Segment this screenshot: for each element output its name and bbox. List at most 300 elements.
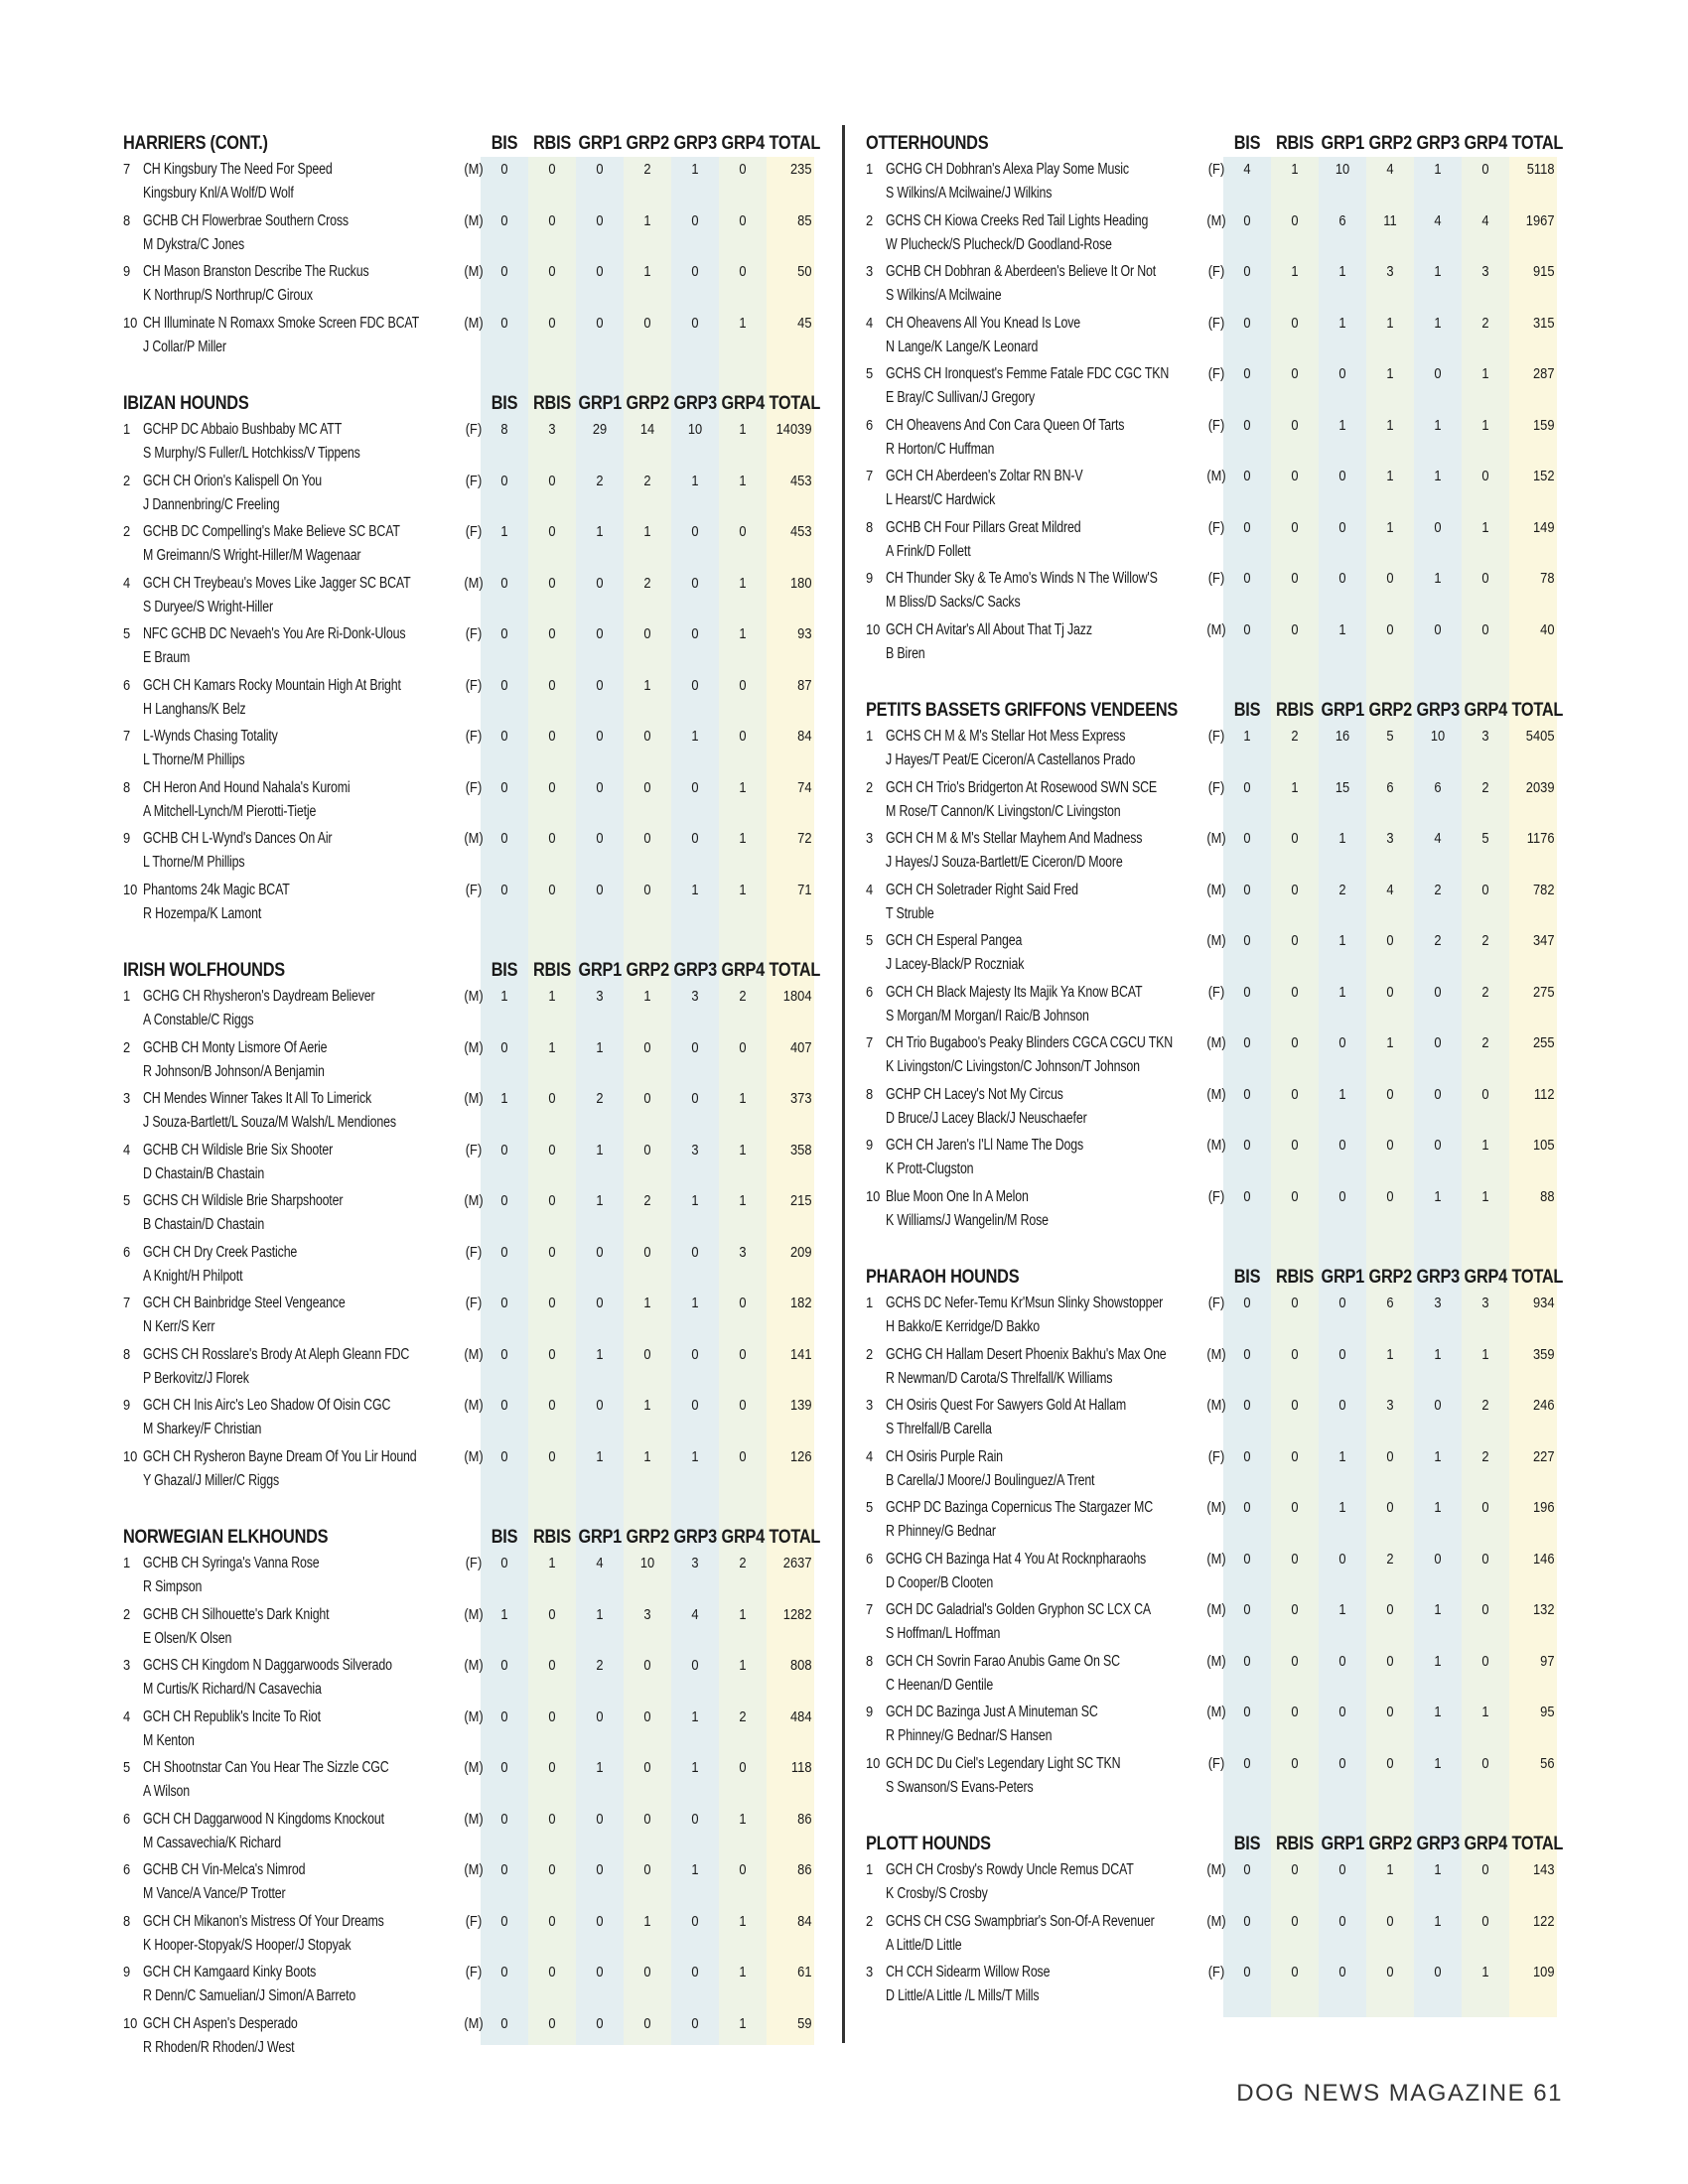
stat-total: 14039 — [775, 421, 812, 438]
stat-grp1: 0 — [1338, 1137, 1346, 1154]
sex-label: (M) — [1206, 620, 1226, 638]
stat-total: 126 — [789, 1447, 812, 1465]
stat-total: 78 — [1540, 570, 1555, 587]
stat-grp1: 0 — [1338, 1704, 1346, 1720]
stat-grp2: 2 — [1386, 1550, 1394, 1568]
dog-name: GCH CH Kamgaard Kinky Boots — [143, 1964, 317, 1980]
rank-number: 8 — [123, 1912, 131, 1930]
stat-grp2: 0 — [643, 830, 651, 847]
rank-number: 8 — [866, 518, 874, 536]
section-header — [121, 129, 856, 159]
stat-header-grp1: GRP1 — [578, 1527, 622, 1548]
stat-grp1: 1 — [1338, 1601, 1346, 1618]
section-header — [864, 1830, 1599, 1859]
stat-grp4: 2 — [1481, 983, 1489, 1001]
breed-title: HARRIERS (CONT.) — [123, 133, 268, 154]
ranking-row — [864, 1135, 1599, 1186]
stat-grp1: 0 — [596, 1397, 604, 1414]
stat-grp3: 0 — [1434, 620, 1442, 638]
stat-bis: 0 — [500, 472, 508, 489]
ranking-row — [121, 986, 856, 1037]
stat-grp3: 0 — [691, 1243, 699, 1261]
stat-rbis: 0 — [1291, 1137, 1299, 1154]
stat-grp4: 0 — [739, 211, 747, 229]
stat-grp1: 1 — [596, 1192, 604, 1209]
stat-grp3: 0 — [691, 1345, 699, 1363]
rank-number: 2 — [866, 211, 874, 229]
ranking-row — [121, 1706, 856, 1758]
stat-header-grp3: GRP3 — [1416, 1267, 1460, 1288]
stat-header-grp2: GRP2 — [626, 393, 669, 414]
owner-names: R Newman/D Carota/S Threlfall/K Williams — [886, 1369, 1113, 1387]
stat-total: 275 — [1532, 983, 1555, 1001]
stat-rbis: 0 — [1291, 211, 1299, 229]
ranking-row — [121, 1604, 856, 1656]
stat-rbis: 0 — [1291, 1601, 1299, 1618]
stat-grp2: 4 — [1386, 161, 1394, 178]
stat-header-grp1: GRP1 — [1321, 700, 1364, 721]
rank-number: 7 — [123, 1295, 131, 1311]
stat-total: 109 — [1532, 1964, 1555, 1980]
stat-total: 59 — [797, 2014, 812, 2032]
breed-section — [864, 1263, 1599, 1804]
stat-bis: 0 — [500, 1964, 508, 1980]
stat-grp2: 1 — [1386, 1034, 1394, 1051]
stat-rbis: 0 — [548, 161, 556, 178]
stat-grp1: 0 — [1338, 1912, 1346, 1930]
sex-label: (M) — [464, 1861, 484, 1878]
stat-grp4: 1 — [739, 574, 747, 592]
rank-number: 2 — [866, 1912, 874, 1930]
stat-grp4: 0 — [1481, 620, 1489, 638]
ranking-row — [864, 568, 1599, 619]
stat-header-rbis: RBIS — [1275, 133, 1315, 154]
sex-label: (F) — [1207, 778, 1225, 796]
stat-bis: 1 — [1243, 728, 1251, 745]
stat-bis: 0 — [1243, 211, 1251, 229]
stat-grp4: 0 — [1481, 881, 1489, 898]
stat-grp4: 1 — [739, 881, 747, 898]
stat-grp3: 0 — [1434, 983, 1442, 1001]
rank-number: 9 — [123, 1397, 131, 1414]
stat-grp2: 6 — [1386, 1295, 1394, 1311]
stat-header-grp3: GRP3 — [673, 960, 717, 981]
stat-bis: 0 — [500, 1555, 508, 1571]
breed-title: NORWEGIAN ELKHOUNDS — [123, 1527, 329, 1548]
stat-total: 40 — [1540, 620, 1555, 638]
page-footer: DOG NEWS MAGAZINE 61 — [1236, 2080, 1563, 2107]
stat-grp3: 0 — [691, 1090, 699, 1107]
ranking-row — [864, 880, 1599, 931]
breed-section — [864, 129, 1599, 670]
dog-name: GCH CH Rysheron Bayne Dream Of You Lir Hound — [143, 1447, 417, 1465]
ranking-row — [121, 1859, 856, 1911]
stat-grp2: 1 — [1386, 1861, 1394, 1878]
stat-grp2: 10 — [639, 1555, 655, 1571]
stat-bis: 0 — [500, 1295, 508, 1311]
stat-header-grp3: GRP3 — [673, 393, 717, 414]
rank-number: 5 — [866, 365, 874, 382]
sex-label: (F) — [465, 625, 483, 642]
dog-name: GCH CH Dry Creek Pastiche — [143, 1243, 298, 1261]
dog-name: GCH DC Du Ciel's Legendary Light SC TKN — [886, 1754, 1121, 1772]
rank-number: 10 — [123, 2014, 138, 2032]
dog-name: CH Mason Branston Describe The Ruckus — [143, 263, 369, 280]
stat-rbis: 1 — [548, 988, 556, 1005]
sex-label: (M) — [1206, 1652, 1226, 1670]
stat-grp2: 1 — [643, 1397, 651, 1414]
stat-rbis: 0 — [548, 1964, 556, 1980]
stat-bis: 0 — [500, 211, 508, 229]
sex-label: (M) — [1206, 1912, 1226, 1930]
owner-names: R Hozempa/K Lamont — [143, 904, 262, 922]
stat-rbis: 0 — [548, 1912, 556, 1930]
stat-grp1: 0 — [596, 2014, 604, 2032]
rank-number: 9 — [123, 263, 131, 280]
rank-number: 7 — [866, 1034, 874, 1051]
stat-grp1: 1 — [1338, 620, 1346, 638]
stat-grp2: 0 — [1386, 1137, 1394, 1154]
stat-grp2: 1 — [1386, 416, 1394, 434]
stat-rbis: 0 — [548, 830, 556, 847]
dog-name: GCHS CH Ironquest's Femme Fatale FDC CGC TKN — [886, 365, 1170, 382]
ranking-row — [121, 261, 856, 313]
stat-grp3: 3 — [691, 1555, 699, 1571]
owner-names: D Little/A Little /L Mills/T Mills — [886, 1987, 1040, 2004]
owner-names: M Sharkey/F Christian — [143, 1421, 262, 1437]
owner-names: K Hooper-Stopyak/S Hooper/J Stopyak — [143, 1936, 352, 1954]
stat-header-rbis: RBIS — [1275, 1267, 1315, 1288]
stat-rbis: 0 — [548, 1397, 556, 1414]
stat-grp1: 0 — [596, 161, 604, 178]
stat-bis: 1 — [500, 988, 508, 1005]
stat-grp2: 14 — [639, 421, 655, 438]
stat-bis: 0 — [1243, 1034, 1251, 1051]
stat-grp4: 0 — [1481, 1550, 1489, 1568]
dog-name: GCHS DC Nefer-Temu Kr'Msun Slinky Showstopper — [886, 1295, 1164, 1311]
sex-label: (M) — [1206, 881, 1226, 898]
stat-grp4: 3 — [1481, 1295, 1489, 1311]
stat-grp2: 0 — [643, 1038, 651, 1056]
stat-grp3: 2 — [1434, 932, 1442, 949]
stat-grp2: 1 — [643, 1912, 651, 1930]
stat-total: 2637 — [782, 1555, 812, 1571]
sex-label: (M) — [464, 263, 484, 280]
stat-bis: 0 — [500, 161, 508, 178]
rank-number: 9 — [123, 830, 131, 847]
stat-rbis: 0 — [1291, 983, 1299, 1001]
stat-grp1: 0 — [1338, 1034, 1346, 1051]
owner-names: W Plucheck/S Plucheck/D Goodland-Rose — [886, 235, 1112, 253]
stat-grp4: 1 — [739, 625, 747, 642]
stat-total: 149 — [1532, 518, 1555, 536]
rank-number: 4 — [866, 1447, 874, 1465]
stat-grp4: 1 — [739, 1912, 747, 1930]
rank-number: 6 — [866, 1550, 874, 1568]
stat-grp4: 1 — [1481, 1704, 1489, 1720]
ranking-row — [121, 828, 856, 880]
stat-bis: 0 — [500, 1141, 508, 1159]
stat-total: 182 — [789, 1295, 812, 1311]
stat-rbis: 0 — [1291, 468, 1299, 484]
stat-grp2: 2 — [643, 1192, 651, 1209]
stat-grp1: 2 — [596, 472, 604, 489]
sex-label: (M) — [1206, 1861, 1226, 1878]
stat-grp1: 0 — [596, 1861, 604, 1878]
stat-grp3: 4 — [1434, 830, 1442, 847]
sex-label: (M) — [1206, 830, 1226, 847]
rank-number: 9 — [866, 570, 874, 587]
stat-grp3: 1 — [691, 1861, 699, 1878]
stat-grp4: 1 — [739, 314, 747, 332]
stat-header-total: TOTAL — [769, 393, 821, 414]
stat-header-bis: BIS — [1233, 1834, 1261, 1854]
dog-name: GCH CH M & M's Stellar Mayhem And Madness — [886, 830, 1143, 847]
ranking-row — [864, 1753, 1599, 1805]
owner-names: R Horton/C Huffman — [886, 440, 995, 458]
section-header — [121, 1523, 856, 1553]
owner-names: M Rose/T Cannon/K Livingston/C Livingston — [886, 802, 1121, 820]
stat-grp4: 1 — [739, 2014, 747, 2032]
stat-grp4: 1 — [1481, 1187, 1489, 1205]
owner-names: A Wilson — [143, 1783, 190, 1800]
stat-grp3: 1 — [1434, 1187, 1442, 1205]
stat-grp2: 2 — [643, 161, 651, 178]
stat-grp4: 0 — [739, 1295, 747, 1311]
owner-names: P Berkovitz/J Florek — [143, 1369, 249, 1387]
stat-header-grp1: GRP1 — [1321, 1834, 1364, 1854]
stat-grp2: 1 — [643, 676, 651, 694]
stat-total: 808 — [789, 1657, 812, 1674]
ranking-row — [121, 1757, 856, 1809]
stat-total: 61 — [797, 1964, 812, 1980]
stat-grp3: 1 — [691, 472, 699, 489]
owner-names: R Phinney/G Bednar/S Hansen — [886, 1727, 1053, 1744]
breed-title: IRISH WOLFHOUNDS — [123, 960, 285, 981]
stat-header-grp4: GRP4 — [721, 393, 765, 414]
owner-names: N Lange/K Lange/K Leonard — [886, 338, 1039, 355]
dog-name: GCH CH Sovrin Farao Anubis Game On SC — [886, 1652, 1120, 1670]
stat-grp2: 1 — [1386, 468, 1394, 484]
owner-names: M Cassavechia/K Richard — [143, 1834, 281, 1851]
stat-grp1: 0 — [596, 1243, 604, 1261]
stat-total: 139 — [789, 1397, 812, 1414]
rank-number: 10 — [123, 881, 138, 898]
ranking-row — [121, 1655, 856, 1706]
dog-name: GCHB DC Compelling's Make Believe SC BCAT — [143, 523, 400, 540]
dog-name: GCHB CH Dobhran & Aberdeen's Believe It Or Not — [886, 263, 1157, 280]
ranking-row — [864, 517, 1599, 569]
stat-grp4: 2 — [1481, 1447, 1489, 1465]
stat-grp3: 0 — [691, 676, 699, 694]
sex-label: (M) — [1206, 1345, 1226, 1363]
stat-grp2: 0 — [1386, 1187, 1394, 1205]
rank-number: 5 — [866, 932, 874, 949]
stat-grp4: 2 — [1481, 932, 1489, 949]
sex-label: (F) — [465, 1295, 483, 1311]
dog-name: GCH DC Galadrial's Golden Gryphon SC LCX CA — [886, 1601, 1152, 1618]
stat-grp1: 1 — [1338, 263, 1346, 280]
stat-grp1: 2 — [596, 1090, 604, 1107]
stat-bis: 0 — [1243, 1187, 1251, 1205]
stat-grp2: 1 — [643, 523, 651, 540]
stat-bis: 0 — [1243, 1861, 1251, 1878]
sex-label: (M) — [464, 574, 484, 592]
dog-name: CH Osiris Quest For Sawyers Gold At Hallam — [886, 1397, 1127, 1414]
stat-total: 255 — [1532, 1034, 1555, 1051]
section-header — [121, 389, 856, 419]
stat-bis: 8 — [500, 421, 508, 438]
stat-grp3: 0 — [691, 1912, 699, 1930]
stat-bis: 0 — [500, 728, 508, 745]
stat-grp3: 1 — [1434, 1499, 1442, 1516]
stat-header-total: TOTAL — [1511, 1267, 1564, 1288]
stat-grp2: 0 — [643, 1759, 651, 1776]
breed-section — [121, 1523, 856, 2064]
stat-grp1: 0 — [596, 1964, 604, 1980]
stat-rbis: 0 — [548, 1657, 556, 1674]
stat-header-grp2: GRP2 — [1368, 133, 1412, 154]
stat-rbis: 0 — [1291, 881, 1299, 898]
stat-bis: 0 — [500, 1447, 508, 1465]
stat-grp4: 1 — [739, 1810, 747, 1828]
stat-grp3: 1 — [691, 1447, 699, 1465]
stat-grp4: 0 — [739, 1038, 747, 1056]
owner-names: B Biren — [886, 644, 925, 662]
ranking-row — [864, 1911, 1599, 1963]
dog-name: GCH DC Bazinga Just A Minuteman SC — [886, 1704, 1098, 1720]
owner-names: K Northrup/S Northrup/C Giroux — [143, 287, 313, 304]
section-header — [121, 956, 856, 986]
stat-total: 484 — [789, 1707, 812, 1725]
stat-total: 246 — [1532, 1397, 1555, 1414]
dog-name: GCHG CH Rhysheron's Daydream Believer — [143, 988, 375, 1005]
ranking-row — [864, 1186, 1599, 1238]
sex-label: (F) — [465, 472, 483, 489]
stat-header-bis: BIS — [491, 133, 518, 154]
rank-number: 6 — [123, 676, 131, 694]
stat-header-grp4: GRP4 — [1464, 1267, 1507, 1288]
owner-names: E Olsen/K Olsen — [143, 1629, 232, 1647]
stat-grp2: 0 — [1386, 1964, 1394, 1980]
stat-bis: 0 — [1243, 365, 1251, 382]
stat-grp2: 11 — [1383, 211, 1397, 229]
stat-grp1: 0 — [596, 1810, 604, 1828]
stat-grp4: 0 — [1481, 1754, 1489, 1772]
stat-total: 93 — [797, 625, 812, 642]
stat-grp1: 0 — [596, 728, 604, 745]
stat-rbis: 0 — [1291, 314, 1299, 332]
stat-bis: 0 — [500, 778, 508, 796]
ranking-row — [864, 1549, 1599, 1600]
stat-grp1: 29 — [592, 421, 608, 438]
dog-name: L-Wynds Chasing Totality — [143, 728, 278, 745]
breed-title: PLOTT HOUNDS — [866, 1834, 991, 1854]
stat-grp3: 1 — [691, 1192, 699, 1209]
stat-grp2: 1 — [1386, 1345, 1394, 1363]
rank-number: 2 — [123, 1038, 131, 1056]
ranking-row — [121, 419, 856, 471]
ranking-row — [121, 573, 856, 624]
stat-total: 347 — [1532, 932, 1555, 949]
stat-grp2: 0 — [1386, 1085, 1394, 1103]
sex-label: (F) — [465, 1555, 483, 1571]
owner-names: J Collar/P Miller — [143, 338, 226, 355]
stat-grp3: 0 — [691, 830, 699, 847]
stat-grp4: 2 — [1481, 778, 1489, 796]
stat-grp4: 0 — [739, 263, 747, 280]
sex-label: (F) — [465, 676, 483, 694]
stat-rbis: 0 — [1291, 1345, 1299, 1363]
sex-label: (F) — [465, 1964, 483, 1980]
sex-label: (M) — [464, 161, 484, 178]
stat-header-grp4: GRP4 — [721, 1527, 765, 1548]
dog-name: GCH CH Crosby's Rowdy Uncle Remus DCAT — [886, 1861, 1134, 1878]
stat-header-rbis: RBIS — [532, 393, 572, 414]
stat-header-grp1: GRP1 — [578, 133, 622, 154]
stat-rbis: 0 — [548, 1090, 556, 1107]
sex-label: (F) — [465, 523, 483, 540]
dog-name: GCH CH Daggarwood N Kingdoms Knockout — [143, 1810, 384, 1828]
stat-grp3: 0 — [691, 211, 699, 229]
stat-total: 122 — [1532, 1912, 1555, 1930]
stat-grp3: 1 — [1434, 1704, 1442, 1720]
stat-grp2: 0 — [1386, 1499, 1394, 1516]
owner-names: A Little/D Little — [886, 1936, 962, 1954]
dog-name: GCHP CH Lacey's Not My Circus — [886, 1085, 1063, 1103]
dog-name: GCHP DC Abbaio Bushbaby MC ATT — [143, 421, 343, 438]
stat-grp3: 1 — [1434, 1345, 1442, 1363]
stat-grp1: 1 — [1338, 1085, 1346, 1103]
stat-total: 159 — [1532, 416, 1555, 434]
owner-names: M Kenton — [143, 1731, 195, 1749]
stat-bis: 0 — [500, 881, 508, 898]
stat-grp3: 1 — [1434, 570, 1442, 587]
rank-number: 9 — [866, 1137, 874, 1154]
sex-label: (F) — [1207, 161, 1225, 178]
stat-bis: 0 — [1243, 1499, 1251, 1516]
owner-names: L Thorne/M Phillips — [143, 854, 245, 871]
owner-names: S Murphy/S Fuller/L Hotchkiss/V Tippens — [143, 445, 360, 462]
stat-grp1: 0 — [1338, 1187, 1346, 1205]
stat-rbis: 0 — [1291, 1964, 1299, 1980]
stat-grp3: 2 — [1434, 881, 1442, 898]
dog-name: GCHS CH Kiowa Creeks Red Tail Lights Heading — [886, 211, 1149, 229]
stat-grp1: 0 — [1338, 1964, 1346, 1980]
sex-label: (M) — [464, 1345, 484, 1363]
dog-name: GCHS CH Kingdom N Daggarwoods Silverado — [143, 1657, 392, 1674]
stat-header-grp4: GRP4 — [721, 133, 765, 154]
stat-total: 143 — [1532, 1861, 1555, 1878]
stat-grp1: 0 — [1338, 1861, 1346, 1878]
stat-bis: 1 — [500, 523, 508, 540]
owner-names: S Wilkins/A Mcilwaine — [886, 287, 1002, 304]
stat-total: 373 — [789, 1090, 812, 1107]
stat-grp1: 1 — [1338, 416, 1346, 434]
rank-number: 6 — [866, 983, 874, 1001]
stat-grp3: 0 — [691, 314, 699, 332]
stat-grp3: 0 — [691, 778, 699, 796]
stat-header-grp3: GRP3 — [673, 133, 717, 154]
stat-grp3: 0 — [691, 523, 699, 540]
sex-label: (F) — [465, 1912, 483, 1930]
rank-number: 10 — [123, 1447, 138, 1465]
breed-title: PETITS BASSETS GRIFFONS VENDEENS — [866, 700, 1179, 721]
stat-grp3: 0 — [1434, 1034, 1442, 1051]
stat-bis: 0 — [1243, 932, 1251, 949]
stat-grp4: 0 — [739, 1759, 747, 1776]
stat-grp3: 1 — [1434, 1754, 1442, 1772]
